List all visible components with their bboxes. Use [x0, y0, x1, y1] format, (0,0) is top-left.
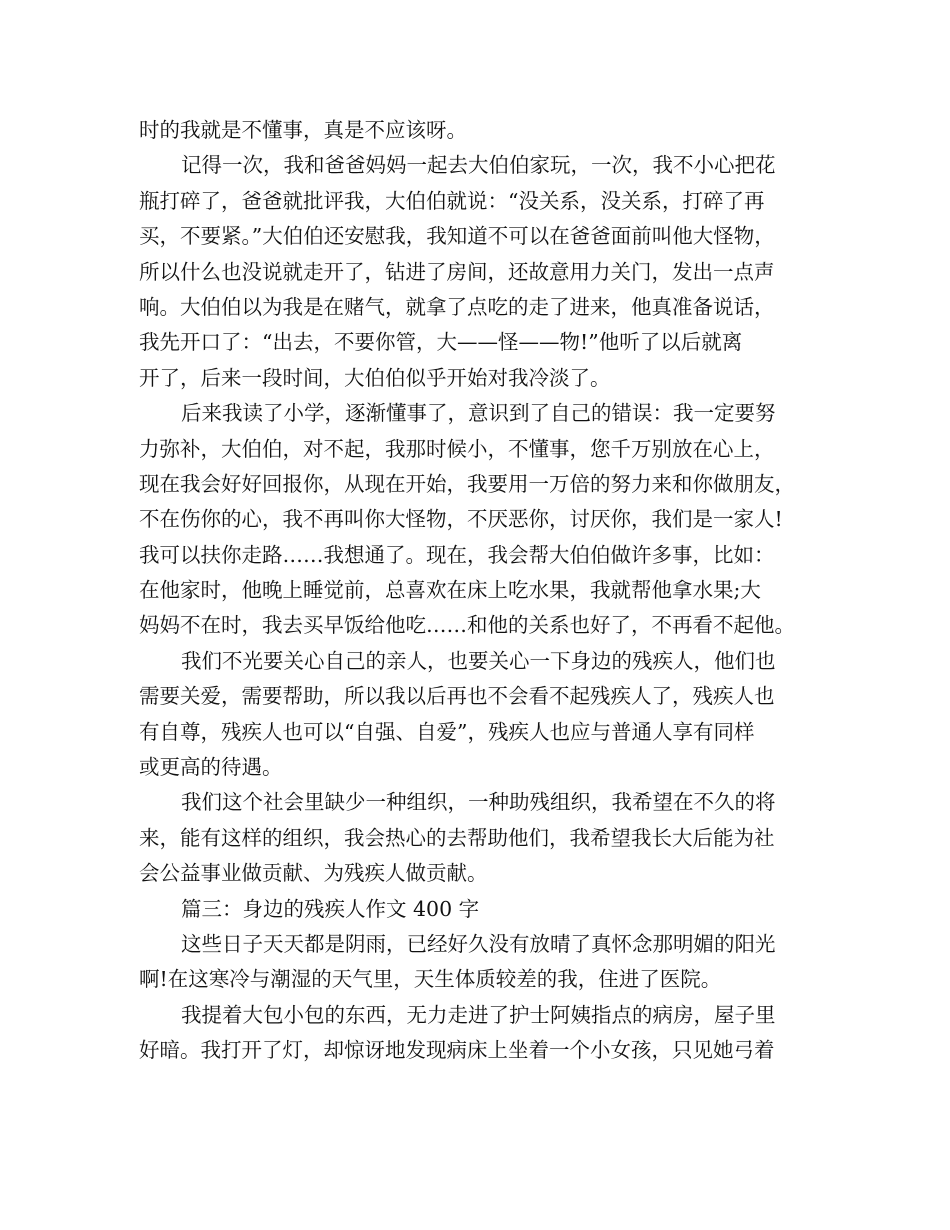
- text-line: 或更高的待遇。: [139, 755, 283, 780]
- text-line: 时的我就是不懂事，真是不应该呀。: [139, 118, 467, 142]
- paragraph-first-line: 我提着大包小包的东西，无力走进了护士阿姨指点的病房，屋子里: [181, 1002, 776, 1027]
- document-body: [139, 113, 819, 1069]
- paragraph-first-line: 篇三：身边的残疾人作文 400 字: [181, 896, 480, 921]
- text-line: 需要关爱，需要帮助，所以我以后再也不会看不起残疾人了，残疾人也: [139, 684, 775, 709]
- text-line: 有自尊，残疾人也可以“自强、自爱”，残疾人也应与普通人享有同样: [139, 719, 755, 744]
- text-line: 买，不要紧。”大伯伯还安慰我，我知道不可以在爸爸面前叫他大怪物，: [139, 224, 775, 249]
- paragraph-first-line: 后来我读了小学，逐渐懂事了，意识到了自己的错误：我一定要努: [181, 401, 776, 426]
- text-line: 不在伤你的心，我不再叫你大怪物，不厌恶你，讨厌你，我们是一家人!: [139, 507, 783, 532]
- text-line: 好暗。我打开了灯，却惊讶地发现病床上坐着一个小女孩，只见她弓着: [139, 1038, 775, 1063]
- text-line: 会公益事业做贡献、为残疾人做贡献。: [139, 861, 488, 886]
- paragraph-first-line: 我们这个社会里缺少一种组织，一种助残组织，我希望在不久的将: [181, 790, 776, 815]
- paragraph-first-line: 记得一次，我和爸爸妈妈一起去大伯伯家玩，一次，我不小心把花: [181, 153, 776, 178]
- text-line: 力弥补，大伯伯，对不起，我那时候小，不懂事，您千万别放在心上，: [139, 436, 775, 461]
- text-line: 来，能有这样的组织，我会热心的去帮助他们，我希望我长大后能为社: [139, 825, 775, 850]
- text-line: 我先开口了：“出去，不要你管，大——怪——物!”他听了以后就离: [139, 330, 743, 355]
- text-line: 瓶打碎了，爸爸就批评我，大伯伯就说：“没关系，没关系，打碎了再: [139, 188, 765, 213]
- paragraph-first-line: 我们不光要关心自己的亲人，也要关心一下身边的残疾人，他们也: [181, 648, 776, 673]
- text-line: 所以什么也没说就走开了，钻进了房间，还故意用力关门，发出一点声: [139, 259, 775, 284]
- text-line: 在他家时，他晚上睡觉前，总喜欢在床上吃水果，我就帮他拿水果;大: [139, 578, 761, 603]
- text-line: 妈妈不在时，我去买早饭给他吃……和他的关系也好了，不再看不起他。: [139, 613, 795, 638]
- text-line: 啊!在这寒冷与潮湿的天气里，天生体质较差的我，住进了医院。: [139, 967, 722, 992]
- text-line: 响。大伯伯以为我是在赌气，就拿了点吃的走了进来，他真准备说话，: [139, 294, 775, 319]
- text-line: 开了，后来一段时间，大伯伯似乎开始对我冷淡了。: [139, 365, 611, 390]
- text-line: 我可以扶你走路……我想通了。现在，我会帮大伯伯做许多事，比如：: [139, 542, 775, 567]
- text-line: 现在我会好好回报你，从现在开始，我要用一万倍的努力来和你做朋友，: [139, 471, 795, 496]
- paragraph-first-line: 这些日子天天都是阴雨，已经好久没有放晴了真怀念那明媚的阳光: [181, 931, 776, 956]
